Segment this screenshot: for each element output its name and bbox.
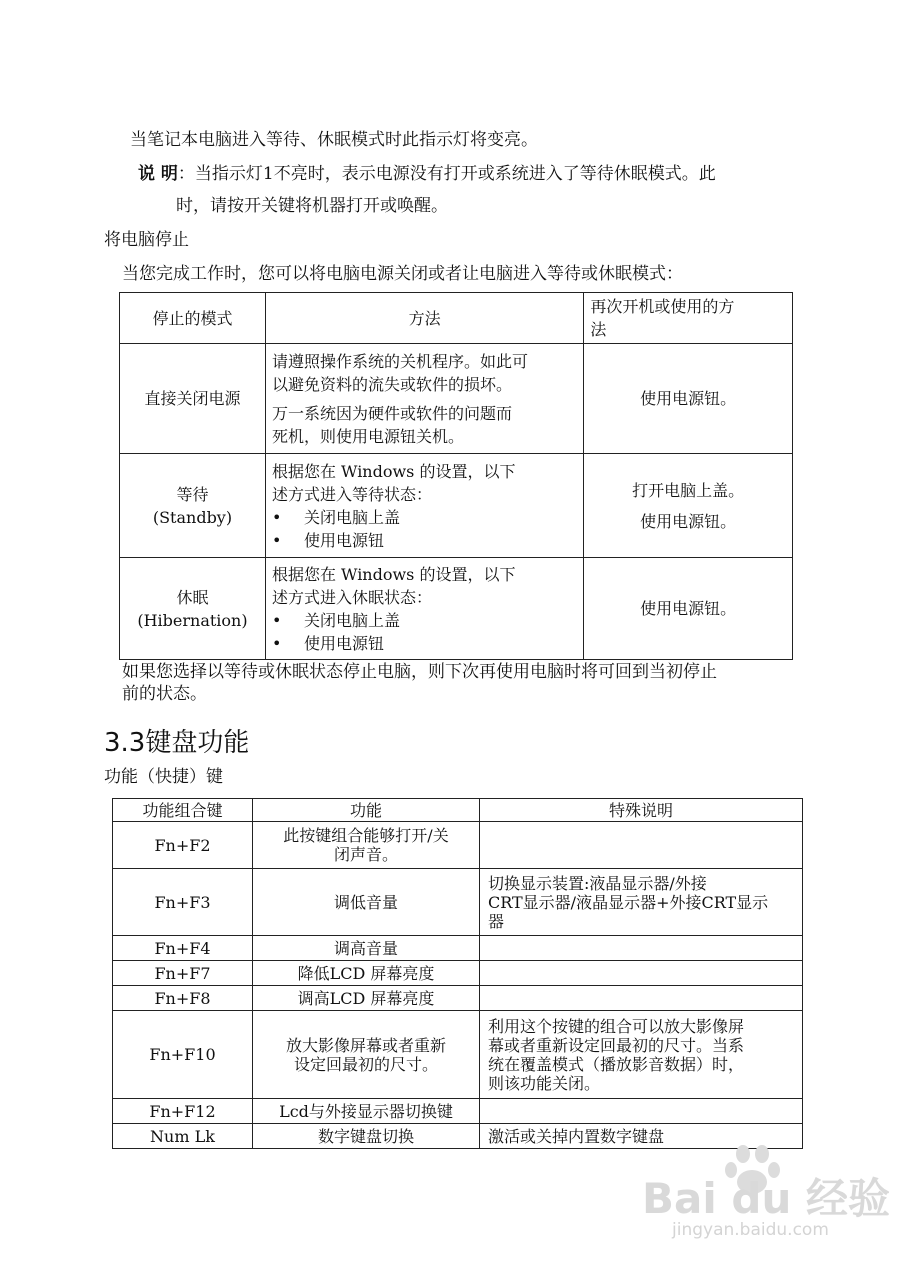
table-row <box>113 961 803 986</box>
baidu-watermark <box>638 1140 890 1250</box>
note-line: 则该功能关闭。 <box>488 1073 601 1093</box>
method-line: 死机，则使用电源钮关机。 <box>271 426 464 446</box>
indicator-text: 当笔记本电脑进入等待、休眠模式时此指示灯将变亮。 <box>130 130 538 150</box>
header-method: 方法 <box>265 293 583 344</box>
watermark-url: jingyan.baidu.com <box>672 1220 829 1240</box>
stop-modes-table <box>119 292 793 660</box>
note-line: 幕或者重新设定回最初的尺寸。当系 <box>488 1035 745 1055</box>
resume-line: 使用电源钮。 <box>640 511 737 531</box>
function-cell <box>253 822 480 869</box>
mode-hibernation-cn: 休眠 <box>176 587 209 607</box>
method-line: 述方式进入等待状态： <box>271 484 432 504</box>
bullet-icon: • <box>271 633 282 653</box>
watermark-brand: Bai du 经验 <box>642 1174 890 1223</box>
table-row <box>113 1099 803 1124</box>
function-cell: Lcd与外接显示器切换键 <box>253 1099 480 1124</box>
hotkey-subheading: 功能（快捷）键 <box>104 767 223 787</box>
table-row <box>113 936 803 961</box>
bullet-text: 使用电源钮 <box>303 633 384 653</box>
note-line: 器 <box>488 911 505 931</box>
table-row <box>113 869 803 936</box>
keyboard-heading: 3.3键盘功能 <box>104 728 250 758</box>
key-cell: Fn+F4 <box>113 936 253 961</box>
table-row <box>120 344 793 454</box>
table-header-row <box>120 293 793 344</box>
header-resume-line2: 法 <box>590 320 607 339</box>
function-line: 闭声音。 <box>333 845 398 864</box>
header-function: 功能 <box>253 799 480 822</box>
method-line: 请遵照操作系统的关机程序。如此可 <box>271 351 528 371</box>
note-cell <box>480 822 803 869</box>
note-line-1 <box>138 162 716 186</box>
stop-intro: 当您完成工作时，您可以将电脑电源关闭或者让电脑进入等待或休眠模式： <box>122 264 683 284</box>
table-row <box>120 558 793 660</box>
list-item <box>272 506 577 529</box>
note-line-2: 时，请按开关键将机器打开或唤醒。 <box>176 196 448 216</box>
bullet-icon: • <box>271 507 282 527</box>
function-cell: 降低LCD 屏幕亮度 <box>253 961 480 986</box>
mode-standby <box>120 454 266 558</box>
bullet-text: 关闭电脑上盖 <box>303 610 400 630</box>
note-cell <box>480 936 803 961</box>
note-cell <box>480 1099 803 1124</box>
function-line: 放大影像屏幕或者重新 <box>285 1035 446 1055</box>
header-note: 特殊说明 <box>480 799 803 822</box>
method-line: 根据您在 Windows 的设置，以下 <box>271 461 516 481</box>
resume-standby <box>584 454 793 558</box>
note-line: 切换显示装置:液晶显示器/外接 <box>488 873 707 893</box>
note-line: 利用这个按键的组合可以放大影像屏 <box>488 1016 745 1036</box>
key-cell: Fn+F2 <box>113 822 253 869</box>
list-item <box>272 529 577 552</box>
note-cell <box>480 869 803 936</box>
header-mode: 停止的模式 <box>120 293 266 344</box>
note-cell <box>480 986 803 1011</box>
function-line: 设定回最初的尺寸。 <box>293 1054 438 1074</box>
key-cell: Fn+F3 <box>113 869 253 936</box>
mode-poweroff: 直接关闭电源 <box>120 344 266 454</box>
table-row <box>120 454 793 558</box>
function-cell: 调高LCD 屏幕亮度 <box>253 986 480 1011</box>
function-cell: 调高音量 <box>253 936 480 961</box>
stop-heading: 将电脑停止 <box>104 230 189 250</box>
note-line: CRT显示器/液晶显示器+外接CRT显示 <box>488 892 769 912</box>
header-key: 功能组合键 <box>113 799 253 822</box>
mode-hibernation-en: (Hibernation) <box>137 610 248 630</box>
method-poweroff <box>265 344 583 454</box>
note-text-1: ：当指示灯1不亮时，表示电源没有打开或系统进入了等待休眠模式。此 <box>177 164 716 184</box>
footer-line-2: 前的状态。 <box>122 684 207 704</box>
mode-standby-cn: 等待 <box>176 484 209 504</box>
note-cell <box>480 961 803 986</box>
bullet-icon: • <box>271 530 282 550</box>
table-row <box>113 1011 803 1099</box>
header-resume-line1: 再次开机或使用的方 <box>590 297 735 316</box>
key-cell: Num Lk <box>113 1124 253 1149</box>
list-item <box>272 632 577 655</box>
bullet-text: 关闭电脑上盖 <box>303 507 400 527</box>
method-line: 以避免资料的流失或软件的损坏。 <box>271 374 512 394</box>
function-cell: 数字键盘切换 <box>253 1124 480 1149</box>
key-cell: Fn+F10 <box>113 1011 253 1099</box>
table-header-row <box>113 799 803 822</box>
header-resume <box>584 293 793 344</box>
table-row <box>113 822 803 869</box>
note-line: 统在覆盖模式（播放影音数据）时， <box>488 1054 745 1074</box>
mode-standby-en: (Standby) <box>152 507 233 527</box>
resume-line: 打开电脑上盖。 <box>632 480 745 500</box>
key-cell: Fn+F12 <box>113 1099 253 1124</box>
list-item <box>272 609 577 632</box>
method-standby <box>265 454 583 558</box>
key-cell: Fn+F7 <box>113 961 253 986</box>
note-cell <box>480 1011 803 1099</box>
bullet-text: 使用电源钮 <box>303 530 384 550</box>
bullet-icon: • <box>271 610 282 630</box>
function-cell <box>253 1011 480 1099</box>
function-cell: 调低音量 <box>253 869 480 936</box>
table-row <box>113 986 803 1011</box>
note-cell: 激活或关掉内置数字键盘 <box>480 1124 803 1149</box>
method-hibernation <box>265 558 583 660</box>
hotkey-table <box>112 798 803 1149</box>
note-label: 说 明 <box>138 164 178 184</box>
resume-hibernation: 使用电源钮。 <box>584 558 793 660</box>
resume-poweroff: 使用电源钮。 <box>584 344 793 454</box>
method-line: 根据您在 Windows 的设置，以下 <box>271 564 516 584</box>
footer-line-1: 如果您选择以等待或休眠状态停止电脑，则下次再使用电脑时将可回到当初停止 <box>122 662 717 682</box>
method-line: 述方式进入休眠状态： <box>271 587 432 607</box>
function-line: 此按键组合能够打开/关 <box>283 826 449 845</box>
key-cell: Fn+F8 <box>113 986 253 1011</box>
mode-hibernation <box>120 558 266 660</box>
method-line: 万一系统因为硬件或软件的问题而 <box>271 403 512 423</box>
